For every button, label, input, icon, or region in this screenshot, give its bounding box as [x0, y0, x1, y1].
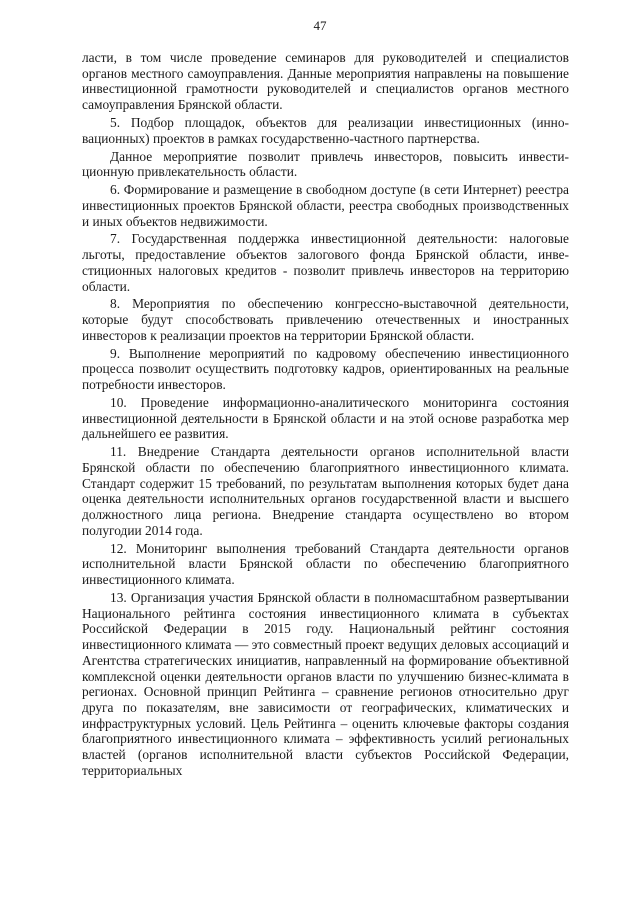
paragraph-item-10: 10. Проведение информационно-аналитического мониторинга состояния инвестиционной деятельности в Брянской области и на этой основе разработка мер дальнейшего ее развития.	[82, 395, 569, 442]
paragraph-item-7: 7. Государственная поддержка инвестиционной деятельности: налоговые льготы, предоставление объектов залогового фонда Брянской области, инвестиционных налоговых кредитов - позволит привлечь инвесторов на территорию области.	[82, 231, 569, 294]
paragraph-item-5-note: Данное мероприятие позволит привлечь инвесторов, повысить инвестиционную привлекательность области.	[82, 148, 569, 180]
paragraph-item-5: 5. Подбор площадок, объектов для реализации инвестиционных (инновационных) проектов в рамках государственно-частного партнерства.	[82, 115, 569, 146]
paragraph-item-12: 12. Мониторинг выполнения требований Стандарта деятельности органов исполнительной власти Брянской области по обеспечению благоприятного инвестиционного климата.	[82, 540, 569, 588]
paragraph-item-6: 6. Формирование и размещение в свободном доступе (в сети Интернет) реестра инвестиционных проектов Брянской области, реестра свободных производственных и иных объектов недвижимости.	[82, 182, 569, 229]
paragraph-item-13: 13. Организация участия Брянской области в полномасштабном развертывании Национального рейтинга состояния инвестиционного климата в субъектах Российской Федерации в 2015 году. Национальный рейтинг состояния инвестиционного климата — это совместный проект ведущих деловых ассоциаций и Агентства стратегических инициатив, направленный на формирование объективной комплексной оценки деятельности органов власти по улучшению бизнес-климата в регионах. Основной принцип Рейтинга – сравнение регионов относительно друг друга по показателям, вне зависимости от географических, климатических и инфраструктурных условий. Цель Рейтинга – оценить ключевые факторы создания благоприятного инвестиционного климата – эффективность усилий региональных властей (органов исполнительной власти субъектов Российской Федерации, территориальных	[82, 590, 569, 778]
page-number: 47	[313, 18, 327, 33]
paragraph-item-11: 11. Внедрение Стандарта деятельности органов исполнительной власти Брянской области по обеспечению благоприятного инвестиционного климата. Стандарт содержит 15 требований, по результатам выполнения которых будет дана оценка деятельности исполнительных органов государственной власти и высшего должностного лица региона. Внедрение стандарта осуществлено во втором полугодии 2014 года.	[82, 444, 569, 538]
paragraph-continued: ласти, в том числе проведение семинаров для руководителей и специалистов органов местного самоуправления. Данные мероприятия направлены на повышение инвестиционной грамотности руководителей и специалистов органов местного самоуправления Брянской области.	[82, 50, 569, 113]
document-body	[82, 50, 569, 781]
paragraph-item-9: 9. Выполнение мероприятий по кадровому обеспечению инвестиционного процесса позволит осуществить подготовку кадров, ориентированных на реальные потребности инвесторов.	[82, 345, 569, 393]
paragraph-item-8: 8. Мероприятия по обеспечению конгрессно-выставочной деятельности, которые будут способствовать привлечению отечественных и иностранных инвесторов к реализации проектов на территории Брянской области.	[82, 296, 569, 343]
